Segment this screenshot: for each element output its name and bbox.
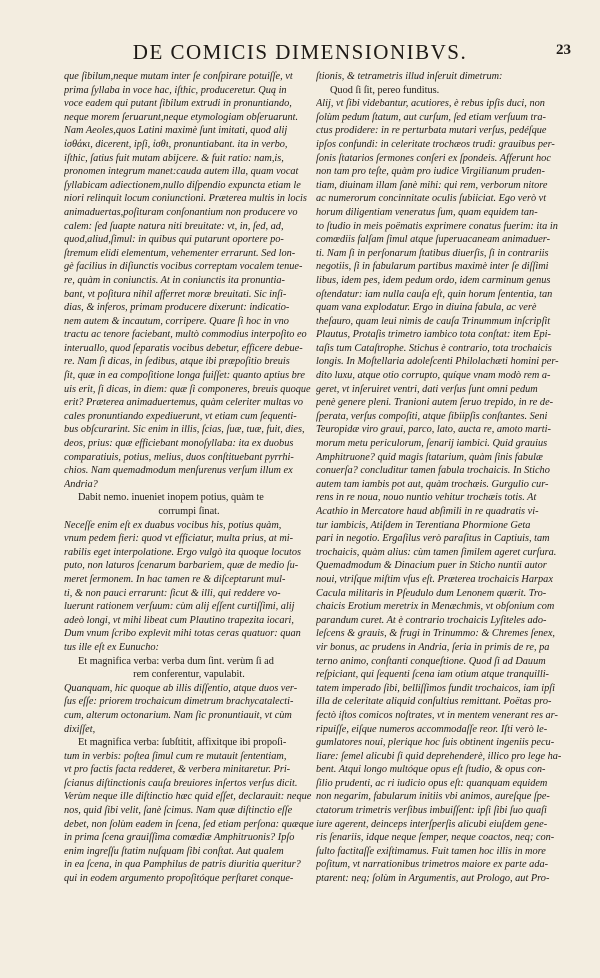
page-number: 23 (556, 42, 571, 58)
text-line: fectò iſtos comicos noſtrates, vt in mentem venerant res ar- (316, 709, 558, 721)
text-line: deos, prius: quæ efficiebant monoſyllaba: ita ex duobus (64, 438, 294, 450)
text-line: vnum pedem fieri: quod vt efficiatur, multa prius, at mi- (64, 533, 294, 545)
text-line: interuallo, quod ſeparatis vocibus debetur, efficere debue- (64, 342, 303, 354)
text-line: tur iambicis, Atiſdem in Terentiana Phormione Geta (316, 519, 531, 531)
text-line: oſtendatur: iam nulla cauſa eſt, quin horum ſententia, tan (316, 288, 553, 300)
text-line: rens in re noua, nouo nuntio vehitur trochæis totis. At (316, 492, 537, 504)
text-line: conuerſa? concluditur tamen fabula trochaicis. In Sticho (316, 465, 550, 477)
text-line: Et magnifica verba: ſubſtitit, affixitque ibi propoſi- (78, 737, 287, 749)
text-line: animaduertas,poſituram conſonantium non producere vo (64, 206, 298, 218)
text-line: Acathio in Mercatore haud abſimili in re quadratis vi- (316, 506, 539, 517)
text-line: ſtionis, & tetrametris illud inſeruit dimetrum: (316, 71, 503, 82)
text-line: dias, & inferos, primam producere dixerunt: indicatio- (64, 302, 290, 314)
right-column (316, 70, 566, 886)
text-line: quod,aliud,ſimul: in quibus qui putarunt oportere po- (64, 234, 284, 246)
text-line: comparatiuis, potius, melius, duos conſtituebant pyrrhi- (64, 451, 294, 463)
text-line: illa de celeritate aliquid conſultius remittant. Poëtas pro- (316, 696, 552, 708)
text-line: Neceſſe enim eſt ex duabus vocibus his, potius quàm, (64, 519, 282, 531)
text-line: ris ſenariis, idque neque ſemper, neque coactos, neq; con- (316, 832, 555, 844)
text-line: Quemadmodum & Dinacium puer in Sticho nuntii autor (316, 560, 547, 572)
text-line: ctatorum trimetris verſibus imbuiſſent: ipſi ſibi ſuo quaſi (316, 805, 547, 817)
text-line: in ea ſcena, in qua Pamphilus de patris diuritia queritur? (64, 859, 301, 871)
text-line: trochaicis, quàm alius: cùm tamen ſimilem ageret curſura. (316, 546, 557, 558)
text-line: debet, non ſolùm eadem in ſcena, ſed etiam perſona: quæque (64, 818, 314, 830)
text-line: ſulto factitaſſe exiſtimamus. Fuit tamen hoc illis in more (316, 845, 546, 857)
text-line: Plautus, Protaſis trimetro iambico tota conſtat: item Epi- (316, 329, 551, 341)
text-line: ti, & non pauci errarunt: ſicut & illi, qui reddere vo- (64, 587, 281, 599)
text-line: dito luxu, atque otio corrupto, quíque vnam modò rem a- (316, 370, 551, 382)
text-line: liare: ſemel alicubi ſi quid deprehenderè, illico pro lege ha- (316, 750, 562, 762)
text-line: non tam pro teſte, quàm pro iudice Virgilianum pruden- (316, 166, 545, 178)
text-line: bent. Atqui longo multóque opus eſt ſtudio, & opus con- (316, 764, 546, 776)
text-line: prima ſyllaba in voce hac, iſthic, produceretur. Quą in (64, 84, 287, 96)
text-line: cales pronuntiando expediuerunt, vt etiam cum ſequenti- (64, 410, 297, 422)
text-line: parandum curet. At è contrario trochaicis Lyſiteles ado- (316, 614, 547, 626)
text-line: dixiſſet, (64, 723, 96, 735)
text-line: longis. In Moſtellaria adoleſcenti Philolachæti homini per- (316, 356, 559, 368)
running-head: DE COMICIS DIMENSIONIBVS. (132, 40, 468, 64)
text-line: luerunt rationem verſuum: cùm alij eſſent curtiſſimi, alij (64, 601, 295, 613)
text-line: niori relinquit locum coniunctioni. Præterea multis in locis (64, 193, 307, 205)
text-line: penè genere pleni. Tranioni autem ſeruo trepido, in re de- (316, 397, 554, 409)
text-line: neque morem ſeruarunt,neque etymologiam obſeruarunt. (64, 111, 299, 123)
text-line: Quod ſi ſit, pereo funditus. (330, 84, 440, 96)
text-line: taſis tum Cataſtrophe. Stichus è contrario, tota trochaicis (316, 342, 552, 354)
text-line: comœdiis falſam ſimul atque ſuperuacaneam animaduer- (316, 234, 551, 246)
text-line: voce eadem qui putant ſibilum extrudi in pronuntiando, (64, 98, 292, 110)
text-line: ctus prodidere: in re perturbata mutari verſus, pedéſque (316, 125, 547, 137)
text-line: leſcens & grauis, & frugi in Trinummo: & Chremes ſenex, (316, 628, 556, 640)
text-line: ſperata, verſus compoſiti, atque ſibiipſis conſtantes. Seni (316, 410, 548, 422)
text-line: pari in negotio. Ergaſilus verò paraſitus in Captiuis, tam (316, 533, 550, 545)
text-line: vir bonus, ac prudens in Andria, ſeria in primis de re, pa (316, 641, 550, 653)
text-line: qui in eodem argumento propoſitóque perſtaret conque- (64, 873, 294, 885)
text-line: re, quàm in coniunctis. At in coniunctis ita pronuntia- (64, 274, 285, 286)
text-line: Quanquam, hic quoque ab illis diſſentio, atque duos ver- (64, 682, 298, 694)
text-line: iſthic, ſatius fuit mutam abijcere. & fuit ratio: nam,is, (64, 152, 284, 164)
text-line: Alij, vt ſibi videbantur, acutiores, è rebus ipſis duci, non (316, 98, 545, 110)
text-line: geret, vt inſeruiret ventri, dati verſus ſunt omni pedum (316, 383, 538, 395)
text-line: to ſtudio in meis poëmatis exprimere conatus fuerim: ita in (316, 220, 558, 232)
text-line: nem autem & incautum, corripere. Quare ſi hoc in vno (64, 315, 289, 327)
text-line: ſilio prudenti, ac ri iudicio opus eſt: quanquam equidem (316, 777, 548, 789)
text-line: iure agerent, deinceps interſperſis alicubi eiuſdem gene- (316, 818, 548, 830)
text-line: enim ingreſſu ſtatim nuſquam ſibi conſtat. Aut qualem (64, 845, 284, 857)
text-line: negotiis, ſi in fabularum partibus maximè inter ſe diſſimi (316, 261, 549, 273)
text-line: uis erit, ſi dicas, in diem: quæ ſi componeres, breuis quoque (64, 383, 311, 395)
text-line: Dabit nemo. inueniet inopem potius, quàm te (78, 492, 264, 504)
text-line: ἰσθάκι, dicerent, ipſi, ἰσθι, pronuntiabant. ita in verbo, (64, 138, 288, 150)
text-line: ſtremum elidi elementum, vehementer errarunt. Sed lon- (64, 247, 296, 259)
text-line: tiam, diuinam illam ſanè mihi: qui rem, verborum nitore (316, 179, 548, 191)
text-line: ſolùm pedum ſtatum, aut curſum, ſed etiam verſuum tra- (316, 111, 546, 123)
text-line: tatem imperado ſibi, belliſſimos fundit trochaicos, iam ipſi (316, 682, 556, 694)
text-line: non negarim, fabularum initiis vbi animos, aureſque ſpe- (316, 791, 550, 803)
text-line: chios. Nam quemadmodum menſurenus verſum illum ex (64, 465, 293, 477)
text-line: ſcianus diſtinctionis cauſa breuiores inſertos verſus dicit. (64, 777, 298, 789)
text-line: autem tam iambis pot aut, quàm trochæis. Gurgulio cur- (316, 478, 549, 490)
text-line: bant, vt poſitura nihil afferret moræ breuitati. Sic inſi- (64, 288, 287, 300)
text-line: ac numerorum concinnitate oculis ſubiiciat. Ego verò vt (316, 193, 547, 205)
text-line: Verùm neque ille diſtinctio hæc quid eſſet, declarauit: neque (64, 791, 312, 803)
text-line: theſauro, quam leui nimis de cauſa Trinummum inſcripſit (316, 315, 551, 327)
text-line: re. Nam ſi dicas, in ſedibus, atque ibi præpoſitio breuis (64, 356, 290, 368)
text-line: ripuiſſe, eiſque numeros accommodaſſe reor. Iſti verò le- (316, 723, 548, 735)
text-line: terno animo, conſtanti conqueſtione. Quod ſi ad Dauum (316, 655, 546, 667)
text-line: vt pro factis facta redderet, & verbera minitaretur. Pri- (64, 764, 291, 776)
text-line: libus, idem pes, idem pedum ordo, idem carminum genus (316, 274, 551, 286)
text-line: ipſos confundi: in celeritate trochæos trudi: grauibus per- (316, 138, 555, 150)
text-line: meret ſermonem. In hac tamen re & diſceptarunt mul- (64, 573, 286, 585)
text-line: Dum vnum ſcribo explevit mihi totas ceras quatuor: quan (64, 628, 301, 640)
text-line: erit? Præterea animaduertemus, quàm celeriter multas vo (64, 397, 303, 409)
text-line: Andria? (64, 478, 98, 490)
text-line: quam vana explodatur. Ergo in diuina fabula, ac verè (316, 302, 537, 314)
text-line: Nam Aeoles,quos Latini maximè ſunt imitati, quod alij (64, 125, 288, 137)
text-line: que ſibilum,neque mutam inter ſe conſpirare potuiſſe, vt (64, 71, 293, 82)
text-line: gè facilius in diſiunctis vocibus correptam vocalem tenue- (64, 261, 303, 273)
text-line: corrumpi ſinat. (158, 506, 220, 517)
text-line: Amphitruone? quid magis ſtatarium, quàm ſinis fabulæ (316, 451, 543, 463)
text-line: gumlatores noui, plerique hoc ſuis obtinent ingeniis pecu- (316, 737, 555, 749)
text-line: tum in verbis: poſtea ſimul cum re mutauit ſententiam, (64, 750, 287, 762)
text-line: Cacula militaris in Pſeudulo dum Lenonem quærit. Tro- (316, 587, 547, 599)
text-line: horum diligentiam veneratus ſum, quam equidem tan- (316, 206, 538, 218)
text-line: chaicis Erotium meretrix in Menæchmis, vt obſonium com (316, 601, 555, 613)
left-column (64, 70, 314, 886)
text-line: Teuropidæ viro graui, parco, lato, aucta re, amoto marti- (316, 424, 551, 436)
text-line: pronomen integrum manet:cauda autem illa, quam vocat (64, 166, 299, 178)
text-line: ti. Nam ſi in perſonarum ſtatibus diuerſis, ſi in contrariis (316, 247, 549, 259)
text-line: cum, alterum octonarium. Nam ſic pronuntiauit, vt cùm (64, 709, 292, 721)
text-line: ptarent: neq; ſolùm in Argumentis, aut Prologo, aut Pro- (316, 873, 550, 885)
text-line: noui, vtriſque miſtim vſus eſt. Præterea trochaicis Harpax (316, 573, 553, 585)
text-line: poſitum, vt narrationibus trimetros maiore ex parte ada- (316, 859, 549, 871)
text-line: ſus eſſe: priorem trochaicum dimetrum brachycatalecti- (64, 696, 294, 708)
text-line: morum metu periculorum, ſenarij iambici. Quid grauius (316, 438, 548, 450)
text-line: puto, non laturos ſcenarum barbariem, quæ de medio ſu- (64, 560, 299, 572)
text-line: in prima ſcena grauiſſima comœdiæ Amphitruonis? Ipſo (64, 832, 295, 844)
text-line: ſyllabicam adiectionem,nullo diſpendio expuncta etiam le (64, 179, 301, 191)
text-line: rabilis eget interpolatione. Ergo vulgò ita quoque locutos (64, 546, 301, 558)
text-line: reſpiciant, qui ſequenti ſcena iam otium atque tranquilli- (316, 669, 549, 681)
text-line: tractu ac tenore faciebant, multò commodius interpoſito eo (64, 329, 307, 341)
text-line: tus ille eſt ex Eunucho: (64, 641, 159, 653)
text-line: ſit, quæ in ea compoſitione longa fuiſſet: quanto aptius bre (64, 370, 306, 382)
text-line: nos, quid ſibi velit, ſanè ſcimus. Nam quæ diſtinctio eſſe (64, 805, 293, 817)
text-line: ſonis ſtatarios ſermones conſeri ex ſpondeis. Afferunt hoc (316, 152, 551, 164)
text-line: rem conferentur, vapulabit. (133, 669, 245, 681)
text-line: Et magnifica verba: verba dum ſint. verùm ſi ad (78, 655, 274, 667)
text-line: bus obſcurarint. Sic enim in illis, ſcias, ſuæ, tuæ, fuit, dies, (64, 424, 305, 436)
text-line: calem: ſed ſuapte natura niti breuitate: vt, in, ſed, ad, (64, 220, 284, 232)
text-line: adeò longi, vt mihi libeat cum Plautino trapezita iocari, (64, 614, 294, 626)
